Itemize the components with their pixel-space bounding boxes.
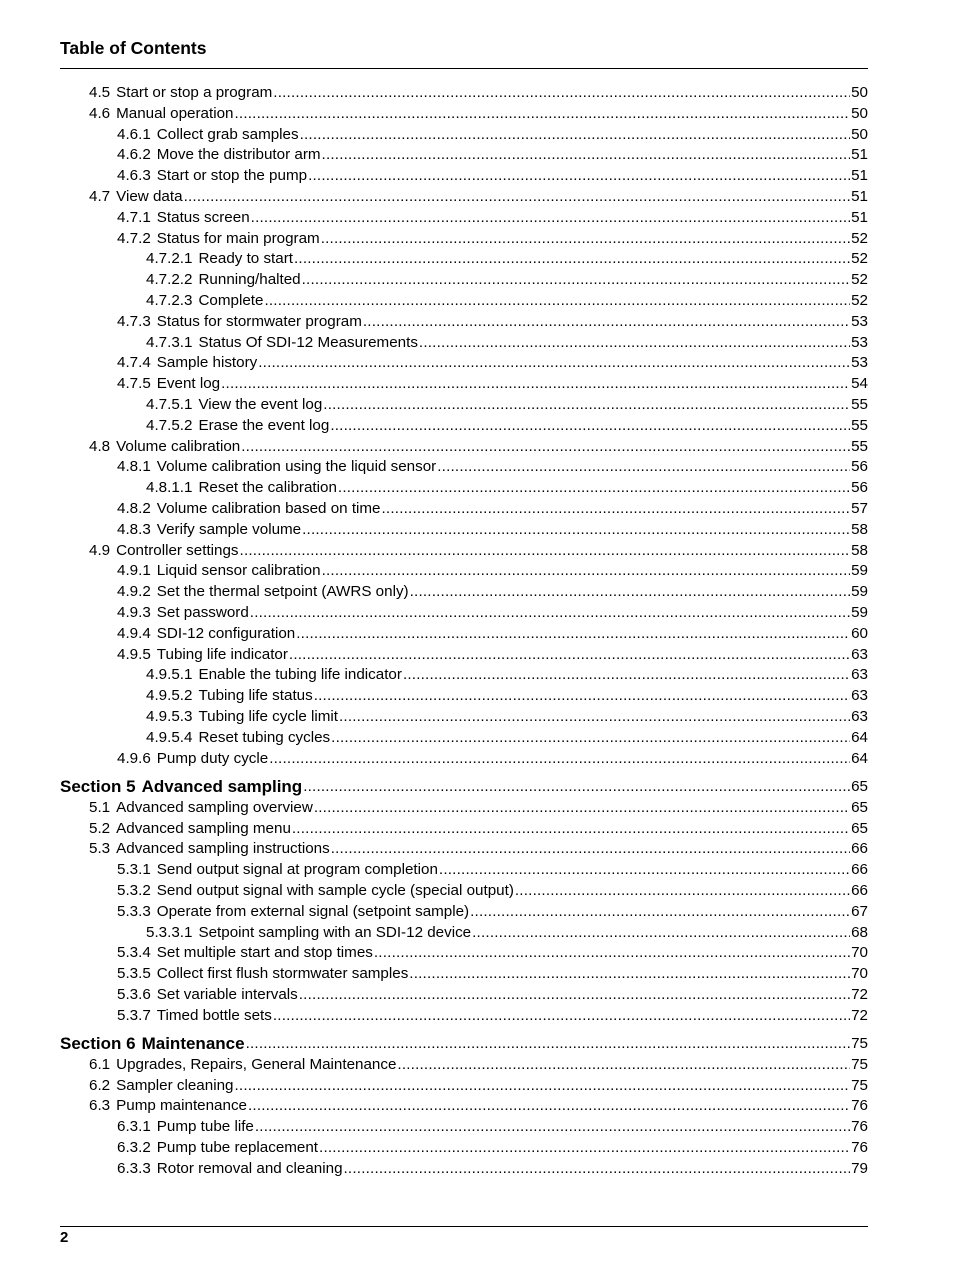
toc-entry-number: 4.9.1	[117, 562, 151, 580]
toc-entry-page: 52	[851, 292, 868, 309]
toc-entry[interactable]	[146, 289, 868, 310]
toc-dot-leader	[235, 105, 851, 123]
toc-entry-title: Upgrades, Repairs, General Maintenance	[116, 1055, 397, 1073]
toc-entry-title: Erase the event log	[198, 416, 330, 434]
toc-entry-page: 65	[851, 777, 868, 795]
toc-entry-page: 76	[851, 1097, 868, 1115]
toc-entry-number: 4.7.5	[117, 375, 151, 393]
toc-entry-page: 55	[851, 396, 868, 413]
toc-dot-leader	[302, 271, 850, 289]
toc-entry[interactable]	[117, 351, 868, 372]
toc-entry-number: 4.8.2	[117, 500, 151, 517]
toc-entry-page: 72	[851, 985, 868, 1003]
toc-entry-page: 56	[851, 479, 868, 497]
toc-entry-number: 5.3.1	[117, 861, 151, 879]
toc-entry-page: 54	[851, 375, 868, 393]
toc-dot-leader	[221, 375, 850, 393]
toc-entry[interactable]	[117, 643, 868, 664]
toc-entry-title: Pump duty cycle	[156, 749, 269, 767]
toc-entry-title: Setpoint sampling with an SDI-12 device	[198, 923, 472, 941]
toc-entry[interactable]	[117, 123, 868, 144]
toc-entry-number: 4.9.5	[117, 645, 151, 663]
toc-dot-leader	[289, 646, 850, 664]
toc-dot-leader	[363, 313, 850, 331]
toc-entry-title: Advanced sampling	[141, 776, 303, 796]
toc-entry-title: Reset the calibration	[198, 479, 337, 497]
toc-entry-title: Advanced sampling overview	[116, 798, 313, 816]
toc-entry-number: 5.3.6	[117, 985, 151, 1003]
toc-entry-page: 63	[851, 687, 868, 705]
toc-entry[interactable]	[117, 1136, 868, 1157]
toc-entry-page: 51	[851, 208, 868, 226]
toc-entry-title: Status screen	[156, 208, 250, 226]
toc-entry-number: 4.7.4	[117, 354, 151, 372]
toc-entry-number: 4.7.3	[117, 312, 151, 330]
toc-entry-page: 64	[851, 749, 868, 767]
toc-entry-page: 70	[851, 944, 868, 962]
toc-entry-page: 53	[851, 312, 868, 330]
toc-entry-number: 4.7	[89, 188, 111, 205]
toc-entry[interactable]	[146, 476, 868, 497]
toc-entry[interactable]	[117, 372, 868, 393]
toc-entry-page: 67	[851, 902, 868, 920]
toc-entry-title: Collect grab samples	[156, 125, 299, 143]
toc-entry-page: 68	[851, 923, 868, 941]
toc-entry-title: Set the thermal setpoint (AWRS only)	[156, 583, 409, 601]
toc-dot-leader	[409, 965, 850, 983]
toc-entry[interactable]	[89, 435, 868, 456]
toc-entry[interactable]	[146, 663, 868, 684]
toc-entry-number: 4.8.1.1	[146, 479, 193, 497]
toc-entry-title: Advanced sampling instructions	[116, 840, 330, 858]
toc-entry-page: 50	[851, 104, 868, 122]
toc-dot-leader	[251, 209, 850, 227]
toc-entry[interactable]	[146, 331, 868, 352]
toc-entry[interactable]	[117, 227, 868, 248]
toc-entry[interactable]	[146, 705, 868, 726]
toc-entry-title: Manual operation	[116, 104, 234, 122]
toc-dot-leader	[331, 840, 850, 858]
toc-dot-leader	[296, 625, 850, 643]
toc-entry-page: 70	[851, 965, 868, 983]
toc-entry-page: 56	[851, 458, 868, 476]
toc-dot-leader	[184, 188, 851, 206]
toc-entry-number: 4.9.5.3	[146, 708, 193, 725]
toc-entry-number: 6.2	[89, 1076, 111, 1094]
toc-entry-title: Status for main program	[156, 229, 320, 247]
toc-entry[interactable]	[117, 747, 868, 768]
toc-dot-leader	[294, 250, 850, 268]
toc-dot-leader	[250, 604, 850, 622]
toc-entry-title: Controller settings	[116, 541, 239, 559]
toc-entry-page: 52	[851, 271, 868, 289]
toc-entry[interactable]	[117, 622, 868, 643]
toc-entry[interactable]	[146, 393, 868, 414]
toc-entry-title: Status for stormwater program	[156, 312, 362, 330]
toc-entry[interactable]	[89, 796, 868, 817]
toc-entry-title: Timed bottle sets	[156, 1006, 272, 1024]
toc-entry[interactable]	[117, 455, 868, 476]
toc-entry-number: Section 6	[60, 1034, 136, 1053]
toc-entry-page: 75	[851, 1076, 868, 1094]
toc-dot-leader	[302, 521, 850, 539]
page-title: Table of Contents	[60, 38, 207, 58]
toc-entry[interactable]	[146, 684, 868, 705]
toc-dot-leader	[292, 820, 850, 838]
toc-dot-leader	[330, 417, 850, 435]
toc-entry-number: 5.2	[89, 819, 111, 837]
toc-entry-number: 5.3.4	[117, 944, 151, 962]
toc-entry-number: 6.3.3	[117, 1159, 151, 1177]
toc-entry-number: 4.9.6	[117, 749, 151, 767]
toc-entry-title: Tubing life indicator	[156, 645, 288, 663]
toc-entry[interactable]	[117, 497, 868, 518]
toc-entry[interactable]	[117, 879, 868, 900]
toc-entry-page: 58	[851, 520, 868, 538]
toc-entry[interactable]	[117, 983, 868, 1004]
toc-entry[interactable]	[117, 559, 868, 580]
toc-entry-page: 72	[851, 1006, 868, 1024]
toc-entry-title: Set password	[156, 604, 249, 621]
toc-entry-title: Pump tube replacement	[156, 1139, 319, 1156]
toc-entry-number: 5.3.7	[117, 1006, 151, 1024]
toc-entry[interactable]	[146, 247, 868, 268]
toc-entry-number: 4.7.2.3	[146, 292, 193, 309]
toc-entry-number: 4.7.3.1	[146, 333, 193, 351]
toc-entry[interactable]	[117, 1115, 868, 1136]
toc-entry-title: Enable the tubing life indicator	[198, 666, 402, 684]
toc-entry[interactable]	[117, 518, 868, 539]
toc-entry-page: 75	[851, 1035, 868, 1052]
toc-dot-leader	[240, 542, 851, 560]
toc-entry-page: 66	[851, 881, 868, 899]
toc-entry[interactable]	[117, 1157, 868, 1178]
toc-entry-number: 6.1	[89, 1055, 111, 1073]
toc-dot-leader	[319, 1139, 850, 1157]
toc-entry-page: 79	[851, 1159, 868, 1177]
toc-dot-leader	[255, 1118, 850, 1136]
toc-dot-leader	[264, 292, 850, 310]
toc-entry-title: Verify sample volume	[156, 520, 302, 538]
toc-entry-number: 4.6.2	[117, 146, 151, 164]
toc-dot-leader	[344, 1160, 851, 1178]
toc-entry-title: Event log	[156, 375, 221, 393]
toc-dot-leader	[241, 438, 850, 456]
toc-entry-title: Set variable intervals	[156, 985, 298, 1003]
toc-entry[interactable]	[117, 206, 868, 227]
footer-rule	[60, 1226, 868, 1227]
toc-entry-title: Pump tube life	[156, 1118, 254, 1136]
toc-dot-leader	[472, 924, 850, 942]
toc-entry-number: 4.7.5.1	[146, 396, 193, 413]
toc-entry-number: 4.7.1	[117, 208, 151, 226]
toc-entry-number: 4.9.3	[117, 604, 151, 621]
toc-entry[interactable]	[89, 81, 868, 102]
toc-entry[interactable]	[117, 143, 868, 164]
toc-entry-title: Sampler cleaning	[116, 1076, 234, 1094]
toc-entry-page: 51	[851, 188, 868, 205]
toc-entry-title: Set multiple start and stop times	[156, 944, 373, 962]
toc-dot-leader	[382, 500, 851, 518]
toc-entry-number: 4.9.5.1	[146, 666, 193, 684]
toc-entry-title: SDI-12 configuration	[156, 624, 296, 642]
toc-entry-page: 63	[851, 666, 868, 684]
toc-dot-leader	[331, 729, 850, 747]
toc-entry-number: 4.5	[89, 84, 111, 101]
toc-dot-leader	[338, 479, 850, 497]
toc-entry-title: Move the distributor arm	[156, 146, 321, 164]
toc-entry-number: 4.9	[89, 541, 111, 559]
toc-entry-title: Tubing life status	[198, 687, 313, 705]
toc-entry-page: 51	[851, 146, 868, 164]
toc-entry[interactable]	[117, 310, 868, 331]
toc-entry-title: View data	[116, 188, 183, 205]
toc-entry-title: Sample history	[156, 354, 258, 372]
toc-entry-title: Status Of SDI-12 Measurements	[198, 333, 418, 351]
toc-entry-number: 6.3.1	[117, 1118, 151, 1136]
toc-entry-number: 4.9.4	[117, 624, 151, 642]
toc-dot-leader	[410, 583, 850, 601]
toc-entry-title: Running/halted	[198, 271, 301, 289]
toc-dot-leader	[258, 354, 850, 372]
toc-entry-title: Reset tubing cycles	[198, 728, 331, 746]
toc-dot-leader	[273, 84, 850, 102]
toc-entry[interactable]	[117, 580, 868, 601]
toc-dot-leader	[403, 666, 850, 684]
toc-dot-leader	[322, 562, 851, 580]
toc-entry[interactable]	[89, 539, 868, 560]
toc-entry[interactable]	[117, 164, 868, 185]
toc-entry-title: Complete	[198, 292, 264, 309]
toc-entry[interactable]	[89, 1094, 868, 1115]
toc-entry-page: 64	[851, 728, 868, 746]
toc-entry-title: Start or stop a program	[116, 84, 273, 101]
toc-dot-leader	[515, 882, 850, 900]
toc-entry-number: 4.9.2	[117, 583, 151, 601]
toc-entry-page: 76	[851, 1118, 868, 1136]
toc-entry-title: Ready to start	[198, 250, 293, 268]
toc-entry-number: 4.8	[89, 437, 111, 455]
toc-entry[interactable]	[117, 601, 868, 622]
toc-entry-page: 55	[851, 416, 868, 434]
toc-dot-leader	[419, 334, 850, 352]
toc-dot-leader	[314, 799, 850, 817]
toc-entry-number: 5.3.2	[117, 881, 151, 899]
toc-dot-leader	[248, 1097, 850, 1115]
toc-dot-leader	[273, 1007, 850, 1025]
toc-entry[interactable]	[117, 962, 868, 983]
toc-dot-leader	[322, 146, 851, 164]
toc-entry-number: 5.3.3.1	[146, 923, 193, 941]
toc-entry-title: Operate from external signal (setpoint sample)	[156, 902, 470, 920]
toc-entry[interactable]	[146, 414, 868, 435]
toc-dot-leader	[299, 986, 850, 1004]
toc-dot-leader	[437, 458, 850, 476]
toc-dot-leader	[439, 861, 850, 879]
toc-dot-leader	[308, 167, 850, 185]
header-rule	[60, 68, 868, 69]
toc-dot-leader	[397, 1056, 850, 1074]
toc-entry[interactable]	[146, 921, 868, 942]
toc-dot-leader	[339, 708, 850, 726]
toc-entry[interactable]	[89, 102, 868, 123]
toc-entry-page: 57	[851, 500, 868, 517]
toc-entry[interactable]	[89, 185, 868, 206]
toc-entry-title: Volume calibration using the liquid sensor	[156, 458, 437, 476]
toc-entry-page: 50	[851, 125, 868, 143]
toc-entry-page: 66	[851, 861, 868, 879]
toc-entry-page: 59	[851, 562, 868, 580]
toc-entry-title: Maintenance	[141, 1034, 245, 1053]
toc-entry-page: 76	[851, 1139, 868, 1156]
toc-dot-leader	[246, 1035, 851, 1053]
toc-entry-title: Tubing life cycle limit	[198, 708, 338, 725]
toc-entry-number: 4.7.2.1	[146, 250, 193, 268]
toc-entry-page: 53	[851, 354, 868, 372]
toc-entry-title: Send output signal at program completion	[156, 861, 438, 879]
toc-entry-number: Section 5	[60, 776, 136, 796]
toc-entry-page: 65	[851, 819, 868, 837]
toc-entry-page: 52	[851, 250, 868, 268]
toc-entry-number: 6.3.2	[117, 1139, 151, 1156]
toc-entry[interactable]	[146, 726, 868, 747]
toc-dot-leader	[374, 944, 850, 962]
toc-entry-title: Advanced sampling menu	[116, 819, 291, 837]
toc-entry[interactable]	[117, 900, 868, 921]
toc-entry-number: 4.7.2.2	[146, 271, 193, 289]
toc-section-entry[interactable]	[60, 775, 868, 796]
toc-section-entry[interactable]	[60, 1032, 868, 1053]
toc-entry-page: 59	[851, 604, 868, 621]
toc-entry-number: 4.6.1	[117, 125, 151, 143]
toc-entry-number: 4.8.3	[117, 520, 151, 538]
toc-dot-leader	[300, 126, 851, 144]
toc-entry-page: 53	[851, 333, 868, 351]
toc-entry[interactable]	[89, 1053, 868, 1074]
toc-entry[interactable]	[89, 817, 868, 838]
toc-entry-number: 4.8.1	[117, 458, 151, 476]
toc-entry-title: Volume calibration based on time	[156, 500, 381, 517]
toc-entry[interactable]	[117, 858, 868, 879]
toc-entry-page: 58	[851, 541, 868, 559]
toc-entry[interactable]	[89, 1074, 868, 1095]
toc-entry-page: 63	[851, 645, 868, 663]
toc-entry-page: 50	[851, 84, 868, 101]
toc-entry-title: Pump maintenance	[116, 1097, 247, 1115]
toc-entry-number: 4.7.5.2	[146, 416, 193, 434]
toc-entry-page: 65	[851, 798, 868, 816]
toc-entry-title: View the event log	[198, 396, 323, 413]
toc-entry-page: 66	[851, 840, 868, 858]
toc-entry[interactable]	[117, 1004, 868, 1025]
toc-entry-number: 4.6.3	[117, 167, 151, 185]
toc-entry-number: 5.3.5	[117, 965, 151, 983]
toc-entry-page: 63	[851, 708, 868, 725]
toc-entry-title: Send output signal with sample cycle (special output)	[156, 881, 514, 899]
toc-dot-leader	[470, 903, 850, 921]
toc-dot-leader	[323, 396, 850, 414]
toc-entry[interactable]	[146, 268, 868, 289]
toc-entry-number: 4.9.5.4	[146, 728, 193, 746]
toc-entry-number: 5.3	[89, 840, 111, 858]
toc-entry-title: Start or stop the pump	[156, 167, 308, 185]
toc-entry-page: 59	[851, 583, 868, 601]
toc-dot-leader	[321, 230, 850, 248]
toc-entry-number: 4.9.5.2	[146, 687, 193, 705]
toc-entry-title: Rotor removal and cleaning	[156, 1159, 343, 1177]
toc-entry-title: Volume calibration	[116, 437, 241, 455]
toc-dot-leader	[303, 778, 850, 796]
toc-dot-leader	[314, 687, 850, 705]
toc-entry-title: Liquid sensor calibration	[156, 562, 321, 580]
toc-entry-number: 4.7.2	[117, 229, 151, 247]
toc-entry[interactable]	[117, 941, 868, 962]
toc-entry-page: 60	[851, 624, 868, 642]
toc-entry-page: 51	[851, 167, 868, 185]
toc-entry-page: 75	[851, 1055, 868, 1073]
toc-dot-leader	[269, 750, 850, 768]
toc-entry-number: 6.3	[89, 1097, 111, 1115]
toc-entry-title: Collect first flush stormwater samples	[156, 965, 409, 983]
toc-entry-page: 55	[851, 437, 868, 455]
toc-entry-page: 52	[851, 229, 868, 247]
toc-entry-number: 4.6	[89, 104, 111, 122]
toc-dot-leader	[234, 1077, 850, 1095]
page-number: 2	[60, 1229, 69, 1246]
toc-entry-number: 5.1	[89, 798, 111, 816]
toc-entry[interactable]	[89, 837, 868, 858]
toc-entry-number: 5.3.3	[117, 902, 151, 920]
